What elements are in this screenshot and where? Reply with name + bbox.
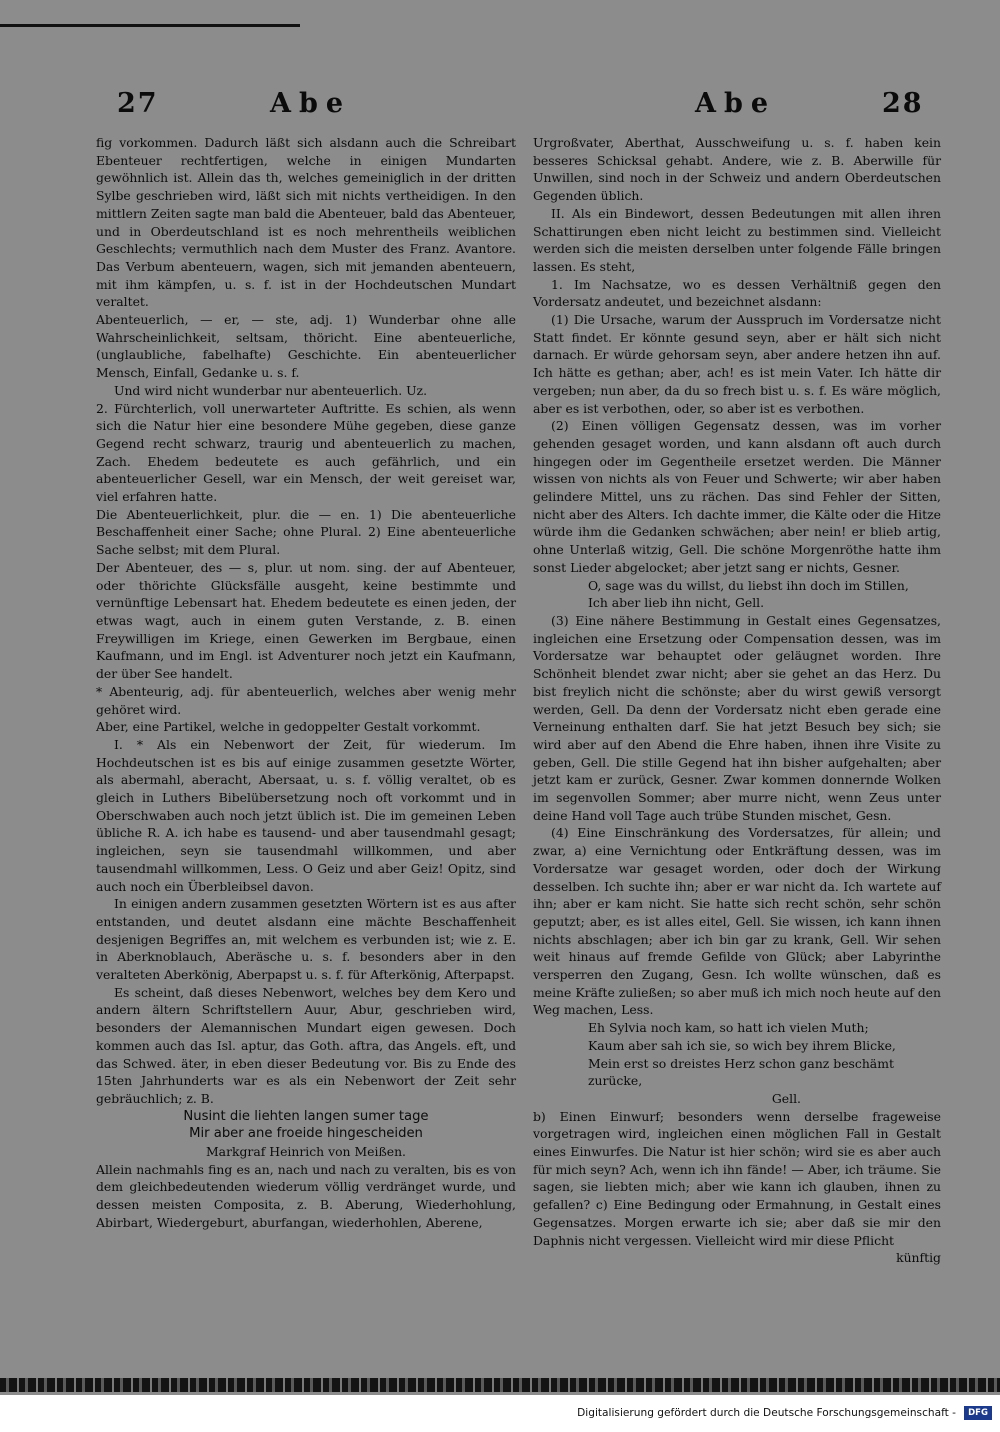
paragraph: Kaum aber sah ich sie, so wich bey ihrem Blicke, bbox=[588, 1037, 896, 1053]
paragraph: Die Abenteuerlichkeit, plur. die — en. 1) Die abenteuerliche Beschaffenheit einer Sache; ohne Plural. 2) Eine abenteuerliche Sache selbst; mit dem Plural. bbox=[96, 506, 516, 558]
dfg-logo: DFG bbox=[964, 1406, 992, 1420]
footer-bar bbox=[0, 1395, 1000, 1432]
paragraph: Aber, eine Partikel, welche in gedoppelter Gestalt vorkommt. bbox=[96, 719, 481, 735]
paragraph: Nusint die liehten langen sumer tage bbox=[183, 1108, 429, 1124]
paragraph: I. * Als ein Nebenwort der Zeit, für wiederum. Im Hochdeutschen ist es bis auf einige zusammen gesetzte Wörter, als abermahl, aberacht, Abersaat, u. s. f. völlig veraltet, ob es gleich in Luthers Bibelübersetzung noch oft vorkommt und in Oberschwaben auch noch jetzt üblich ist. Die im gemeinen Leben übliche R. A. ich habe es tausend- und aber tausendmahl gesagt; ingleichen, seyn sie tausendmahl willkommen, und aber tausendmahl willkommen, Less. O Geiz und aber Geiz! Opitz, sind auch noch ein Überbleibsel davon. bbox=[96, 736, 516, 894]
funding-notice: Digitalisierung gefördert durch die Deutsche Forschungsgemeinschaft - bbox=[577, 1407, 956, 1419]
left-text-column bbox=[96, 134, 516, 1232]
right-page-number: 28 bbox=[882, 88, 924, 119]
paragraph: In einigen andern zusammen gesetzten Wörtern ist es aus after entstanden, und deutet alsdann eine mächte Beschaffenheit desjenigen Begriffes an, mit welchem es verbunden ist; wie z. E. in Aberknoblauch, Aberäsche u. s. f. besonders aber in den veralteten Aberkönig, Aberpapst u. s. f. für Afterkönig, Afterpapst. bbox=[96, 896, 516, 983]
paragraph: (1) Die Ursache, warum der Ausspruch im Vordersatze nicht Statt findet. Er könnte gesund seyn, aber er hält sich nicht darnach. Er würde gehorsam seyn, aber andere hetzen ihn auf. Ich hätte es gethan; aber, ach! es ist mein Vater. Ich hätte dir vergeben; nun aber, da du so frech bist u. s. f. Es wäre möglich, aber es ist verbothen, oder, so aber ist es verbothen. bbox=[533, 312, 941, 416]
page-bottom-edge bbox=[0, 1378, 1000, 1392]
paragraph: Und wird nicht wunderbar nur abenteuerlich. Uz. bbox=[114, 382, 428, 398]
left-running-head: Abe bbox=[270, 88, 352, 119]
paragraph: (4) Eine Einschränkung des Vordersatzes, für allein; und zwar, a) eine Vernichtung oder Entkräftung dessen, was im Vordersatze war gesaget worden, oder doch der Wirkung desselben. Ich suchte ihn; aber er war nicht da. Ich wartete auf ihn; aber er kam nicht. Sie hatte sich recht schön, sehr schön geputzt; aber, es ist alles eitel, Gell. Sie wissen, ich kann ihnen nichts abschlagen; aber ich bin gar zu krank, Gell. Wir sehen weit hinaus auf fremde Gefilde von Glück; aber Labyrinthe versperren den Zugang, Gesn. Ich wollte wünschen, daß es meine Kräfte zuließen; so aber muß ich mich noch heute auf den Weg machen, Less. bbox=[533, 825, 941, 1018]
paragraph: fig vorkommen. Dadurch läßt sich alsdann auch die Schreibart Ebenteuer rechtfertigen, welche in einigen Mundarten gewöhnlich ist. Allein das th, welches gemeiniglich in der dritten Sylbe geschrieben wird, läßt sich mit nichts vertheidigen. In den mittlern Zeiten sagte man bald die Abenteuer, bald das Abenteuer, und in Oberdeutschland ist es noch mehrentheils weiblichen Geschlechts; vermuthlich nach dem Muster des Franz. Avantore. Das Verbum abenteuern, wagen, sich mit jemanden abenteuern, mit ihm kämpfen, u. s. f. ist in der Hochdeutschen Mundart veraltet. bbox=[96, 135, 516, 310]
paragraph: 2. Fürchterlich, voll unerwarteter Auftritte. Es schien, als wenn sich die Natur hier eine besondere Mühe gegeben, diese ganze Gegend recht schwarz, traurig und abenteuerlich zu machen, Zach. Ehedem bedeutete es auch gefährlich, und ein abenteuerlicher Gesell, war ein Mensch, der weit gereiset war, viel erfahren hatte. bbox=[96, 400, 516, 505]
paragraph: Abenteuerlich, — er, — ste, adj. 1) Wunderbar ohne alle Wahrscheinlichkeit, seltsam, thöricht. Eine abenteuerliche, (unglaubliche, fabelhafte) Geschichte. Ein abenteuerlicher Mensch, Einfall, Gedanke u. s. f. bbox=[96, 312, 516, 381]
paragraph: 1. Im Nachsatze, wo es dessen Verhältniß gegen den Vordersatz andeutet, und bezeichnet alsdann: bbox=[533, 276, 941, 310]
paragraph: O, sage was du willst, du liebst ihn doch im Stillen, bbox=[588, 577, 909, 593]
paragraph: Ich aber lieb ihn nicht, Gell. bbox=[588, 595, 765, 611]
paragraph: Allein nachmahls fing es an, nach und nach zu veralten, bis es von dem gleichbedeutenden wiederum völlig verdränget wurde, und dessen meisten Composita, z. B. Aberung, Wiederhohlung, Abirbart, Wiedergeburt, aburfangan, wiederhohlen, Aberene, bbox=[96, 1161, 516, 1230]
paragraph: Mir aber ane froeide hingescheiden bbox=[189, 1126, 423, 1142]
left-page-number: 27 bbox=[117, 88, 159, 119]
right-running-head: Abe bbox=[695, 88, 777, 119]
paragraph: Mein erst so dreistes Herz schon ganz beschämt zurücke, bbox=[588, 1055, 894, 1089]
paragraph: Eh Sylvia noch kam, so hatt ich vielen Muth; bbox=[588, 1020, 869, 1036]
paragraph: (2) Einen völligen Gegensatz dessen, was im vorher gehenden gesaget worden, und kann alsdann oft auch durch hingegen oder im Gegentheile ersetzet werden. Die Männer wissen von nichts als von Feuer und Schwerte; wir aber haben gelindere Mittel, uns zu rächen. Das sind Fehler der Sitten, nicht aber des Alters. Ich dachte immer, die Kälte oder die Hitze würde ihm die Gedanken schwächen; aber nein! er blieb artig, ohne Unterlaß witzig, Gell. Die schöne Morgenröthe hatte ihm sonst Lieder abgelocket; aber jetzt sang er nichts, Gesner. bbox=[533, 418, 941, 575]
right-text-column bbox=[533, 134, 941, 1267]
top-border-line bbox=[0, 24, 300, 27]
paragraph: b) Einen Einwurf; besonders wenn derselbe frageweise vorgetragen wird, ingleichen einen möglichen Fall in Gestalt eines Einwurfes. Die Natur ist hier schön; wird sie es aber auch für mich seyn? Ach, wenn ich ihn fände! — Aber, ich träume. Sie sagen, sie liebten mich; aber wie kann ich glauben, ihnen zu gefallen? c) Eine Bedingung oder Ermahnung, in Gestalt eines Gegensatzes. Morgen erwarte ich sie; aber daß sie mir den Daphnis nicht vergessen. Vielleicht wird mir diese Pflicht bbox=[533, 1108, 941, 1248]
paragraph: Es scheint, daß dieses Nebenwort, welches bey dem Kero und andern ältern Schriftstellern Auur, Abur, geschrieben wird, besonders der Alemannischen Mundart eigen gewesen. Doch kommen auch das Isl. aptur, das Goth. aftra, das Angels. eft, und das Schwed. äter, in eben dieser Bedeutung vor. Bis zu Ende des 15ten Jahrhunderts war es als ein Nebenwort der Zeit sehr gebräuchlich; z. B. bbox=[96, 984, 516, 1106]
paragraph: (3) Eine nähere Bestimmung in Gestalt eines Gegensatzes, ingleichen eine Ersetzung oder Compensation dessen, was im Vordersatze war behauptet oder geläugnet worden. Ihre Schönheit blendet zwar nicht; aber sie gehet an das Herz. Du bist freylich nicht die schönste; aber du wirst gewiß versorgt werden, Gell. Da denn der Vordersatz nicht eben gerade eine Verneinung enthalten darf. Sie hat jetzt Besuch bey sich; sie wird aber auf den Abend die Ehre haben, ihnen ihre Visite zu geben, Gell. Die stille Gegend hat ihn bisher aufgehalten; aber jetzt kam er zurück, Gesner. Zwar kommen donnernde Wolken im segenvollen Sommer; aber murre nicht, wenn Zeus unter deine Hand voll Tage auch trübe Stunden mischet, Gesn. bbox=[533, 612, 941, 823]
paragraph: * Abenteurig, adj. für abenteuerlich, welches aber wenig mehr gehöret wird. bbox=[96, 683, 516, 717]
paragraph: Der Abenteuer, des — s, plur. ut nom. sing. der auf Abenteuer, oder thörichte Glücksfälle ausgeht, keine bestimmte und vernünftige Lebensart hat. Ehedem bedeutete es einen jeden, der etwas wagt, auch in einem guten Verstande, z. B. einen Freywilligen im Kriege, einen Gewerken im Bergbaue, einen Kaufmann, und im Engl. ist Adventurer noch jetzt ein Kaufmann, der über See handelt. bbox=[96, 559, 516, 682]
paragraph: Gell. bbox=[771, 1090, 801, 1106]
paragraph: Urgroßvater, Aberthat, Ausschweifung u. s. f. haben kein besseres Schicksal gehabt. Andere, wie z. B. Aberwille für Unwillen, sind noch in der Schweiz und andern Oberdeutschen Gegenden üblich. bbox=[533, 135, 941, 204]
paragraph: künftig bbox=[896, 1250, 941, 1266]
paragraph: Markgraf Heinrich von Meißen. bbox=[206, 1144, 406, 1160]
paragraph: II. Als ein Bindewort, dessen Bedeutungen mit allen ihren Schattirungen eben nicht leicht zu bestimmen sind. Vielleicht werden sich die meisten derselben unter folgende Fälle bringen lassen. Es steht, bbox=[533, 205, 941, 274]
